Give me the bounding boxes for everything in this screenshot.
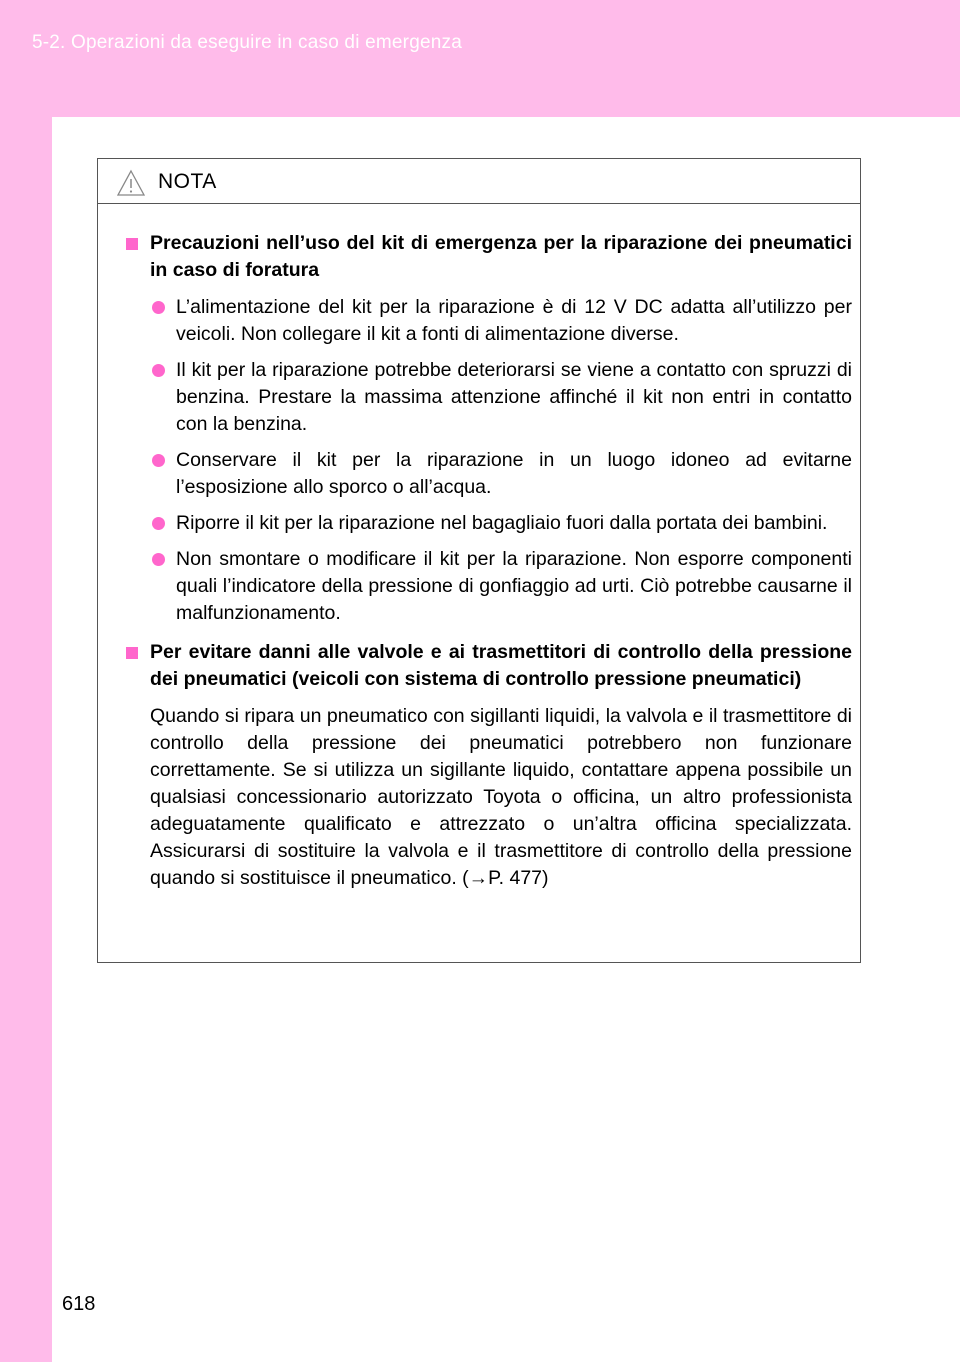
list-item-text: Il kit per la riparazione potrebbe deteriorarsi se viene a contatto con spruzzi di benzina. Prestare la massima attenzione affinché il kit non entri in contatto con la benzina. <box>176 359 852 435</box>
note-title: NOTA <box>158 170 217 193</box>
square-bullet-icon <box>126 647 138 659</box>
list-item <box>124 447 852 501</box>
list-item-text: Riporre il kit per la riparazione nel bagagliaio fuori dalla portata dei bambini. <box>176 512 828 534</box>
section-heading-text: Per evitare danni alle valvole e ai trasmettitori di controllo della pressione dei pneumatici (veicoli con sistema di controllo pressione pneumatici) <box>150 641 852 690</box>
round-bullet-icon <box>152 301 165 314</box>
list-item-text: Conservare il kit per la riparazione in un luogo idoneo ad evitarne l’esposizione allo sporco o all’acqua. <box>176 449 852 498</box>
list-item <box>124 294 852 348</box>
section-title: 5-2. Operazioni da eseguire in caso di emergenza <box>32 32 462 53</box>
list-item <box>124 510 852 537</box>
page-number: 618 <box>62 1293 96 1315</box>
square-bullet-icon <box>126 238 138 250</box>
section-heading-text: Precauzioni nell’uso del kit di emergenza per la riparazione dei pneumatici in caso di foratura <box>150 232 852 281</box>
note-header <box>98 159 860 204</box>
round-bullet-icon <box>152 454 165 467</box>
section-paragraph: Quando si ripara un pneumatico con sigillanti liquidi, la valvola e il trasmettitore di controllo della pressione dei pneumatici potrebbero non funzionare correttamente. Se si utilizza un sigillante liquido, contattare appena possibile un qualsiasi concessionario autorizzato Toyota o officina, un altro professionista adeguatamente qualificato e attrezzato o un’altra officina specializzata. Assicurarsi di sostituire la valvola e il trasmettitore di controllo della pressione quando si sostituisce il pneumatico. (→P. 477) <box>150 705 852 889</box>
list-item-text: L’alimentazione del kit per la riparazione è di 12 V DC adatta all’utilizzo per veicoli. Non collegare il kit a fonti di alimentazione diverse. <box>176 296 852 345</box>
section-heading <box>124 639 852 693</box>
list-item-text: Non smontare o modificare il kit per la riparazione. Non esporre componenti quali l’indicatore della pressione di gonfiaggio ad urti. Ciò potrebbe causarne il malfunzionamento. <box>176 548 852 624</box>
warning-icon <box>116 169 146 197</box>
side-band <box>0 117 52 1362</box>
round-bullet-icon <box>152 553 165 566</box>
header-band <box>0 0 960 117</box>
round-bullet-icon <box>152 517 165 530</box>
list-item <box>124 546 852 627</box>
note-body <box>98 204 860 892</box>
round-bullet-icon <box>152 364 165 377</box>
section-heading <box>124 230 852 284</box>
note-box <box>97 158 861 963</box>
list-item <box>124 357 852 438</box>
